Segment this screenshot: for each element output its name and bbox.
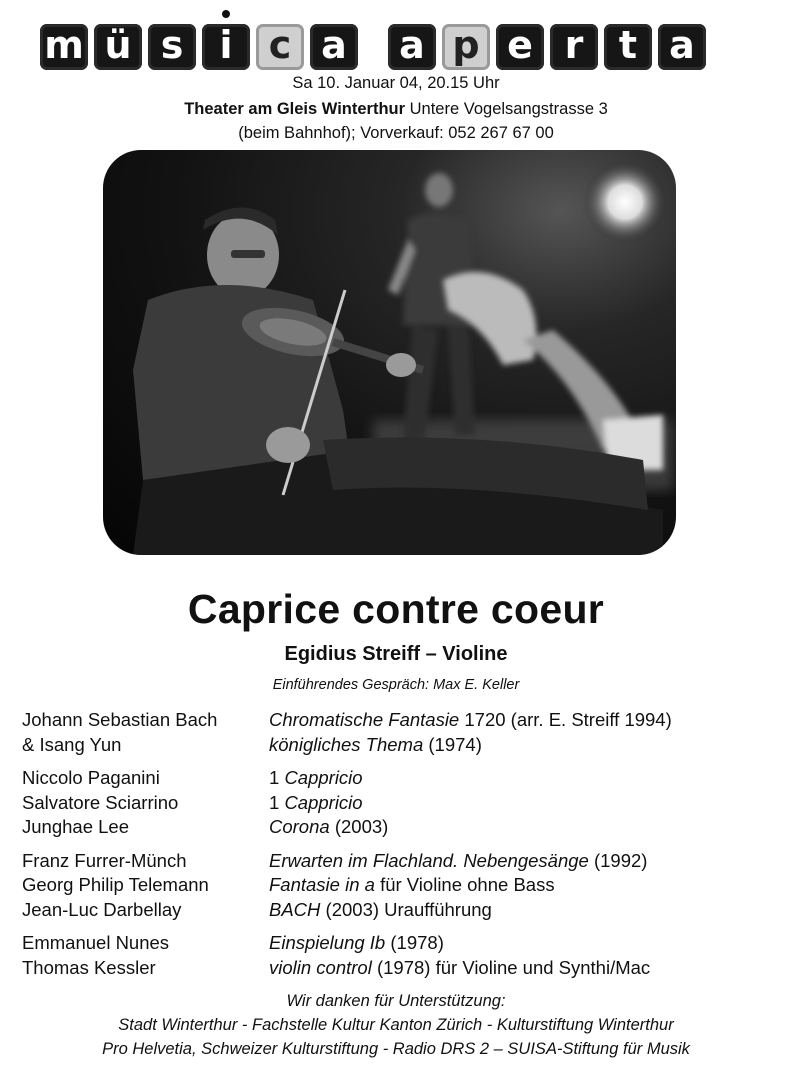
event-presale: (beim Bahnhof); Vorverkauf: 052 267 67 00 [238,124,554,142]
composer-name: Salvatore Sciarrino [22,791,179,813]
composer-name: Niccolo Paganini [22,767,160,788]
work-detail: 1720 (arr. E. Streiff 1994) [459,709,672,730]
composer-name: Thomas Kessler [22,956,156,978]
logo-space [364,24,382,70]
work-title: BACH [269,898,321,920]
work-title: Corona [269,816,330,837]
work-detail: (2003) Uraufführung [320,898,492,920]
event-venue [0,100,792,119]
logo-letter-e: e [496,24,544,70]
work-title: Chromatische Fantasie [269,709,460,730]
composer-name: Johann Sebastian Bach [22,709,218,730]
program-group [22,849,782,923]
work-prefix: 1 [269,767,285,788]
photo-illustration [103,150,676,555]
work-title: Fantasie in a [269,874,375,895]
logo-letter-i: i [202,24,250,70]
sponsors-line-1: Stadt Winterthur - Fachstelle Kultur Kanton Zürich - Kulturstiftung Winterthur [118,1016,674,1034]
program-row [22,898,782,923]
event-date: Sa 10. Januar 04, 20.15 Uhr [292,74,500,92]
work-entry [269,956,782,981]
sponsors-line-2: Pro Helvetia, Schweizer Kulturstiftung - Radio DRS 2 – SUISA-Stiftung für Musik [102,1040,690,1058]
program-group [22,766,782,840]
composer-name: Emmanuel Nunes [22,932,170,953]
program-row [22,766,782,791]
work-title: violin control [269,956,372,978]
logo-letter-t: t [604,24,652,70]
program-row [22,708,782,733]
work-title: Cappricio [284,791,363,813]
work-detail: (1992) [588,849,648,871]
program-row [22,815,782,840]
work-entry [269,708,782,733]
composer-name: Junghae Lee [22,816,129,837]
performance-photo [103,150,676,555]
concert-title: Caprice contre coeur [187,586,605,632]
program-row [22,791,782,816]
logo-letter-a: a [310,24,358,70]
work-prefix: 1 [269,791,285,813]
program-group [22,931,782,980]
work-detail: (1978) für Violine und Synthi/Mac [371,956,651,978]
performer-line: Egidius Streiff – Violine [284,643,508,665]
work-entry [269,873,782,898]
work-entry [269,815,782,840]
work-title: Erwarten im Flachland. Nebengesänge [269,849,589,871]
program-row [22,931,782,956]
work-detail: für Violine ohne Bass [374,874,555,895]
work-detail: (1978) [385,932,444,953]
logo-letter-p: p [442,24,490,70]
work-entry [269,733,782,758]
work-title: Einspielung Ib [269,932,386,953]
composer-name: Jean-Luc Darbellay [22,898,182,920]
logo-letter-r: r [550,24,598,70]
composer-name: & Isang Yun [22,733,122,755]
logo-letter-c: c [256,24,304,70]
venue-address: Untere Vogelsangstrasse 3 [405,100,608,118]
composer-name: Franz Furrer-Münch [22,849,187,871]
work-title: Cappricio [284,767,363,788]
logo-letter-a2: a [388,24,436,70]
program-row [22,849,782,874]
program-group [22,708,782,757]
work-detail: (2003) [329,816,389,837]
program-row [22,733,782,758]
work-entry [269,931,782,956]
venue-name: Theater am Gleis Winterthur [184,100,406,118]
work-entry [269,766,782,791]
logo-letter-u: ü [94,24,142,70]
musica-aperta-logo [40,8,752,70]
work-entry [269,849,782,874]
logo-letter-s: s [148,24,196,70]
program-list [22,708,782,989]
thanks-heading: Wir danken für Unterstützung: [286,992,506,1010]
work-detail: (1974) [423,733,482,755]
logo-letter-a3: a [658,24,706,70]
work-title: königliches Thema [269,733,424,755]
spotlight-glow [583,160,667,244]
logo-letter-m: m [40,24,88,70]
program-row [22,956,782,981]
work-entry [269,898,782,923]
program-row [22,873,782,898]
composer-name: Georg Philip Telemann [22,874,209,895]
work-entry [269,791,782,816]
intro-talk: Einführendes Gespräch: Max E. Keller [272,677,520,693]
